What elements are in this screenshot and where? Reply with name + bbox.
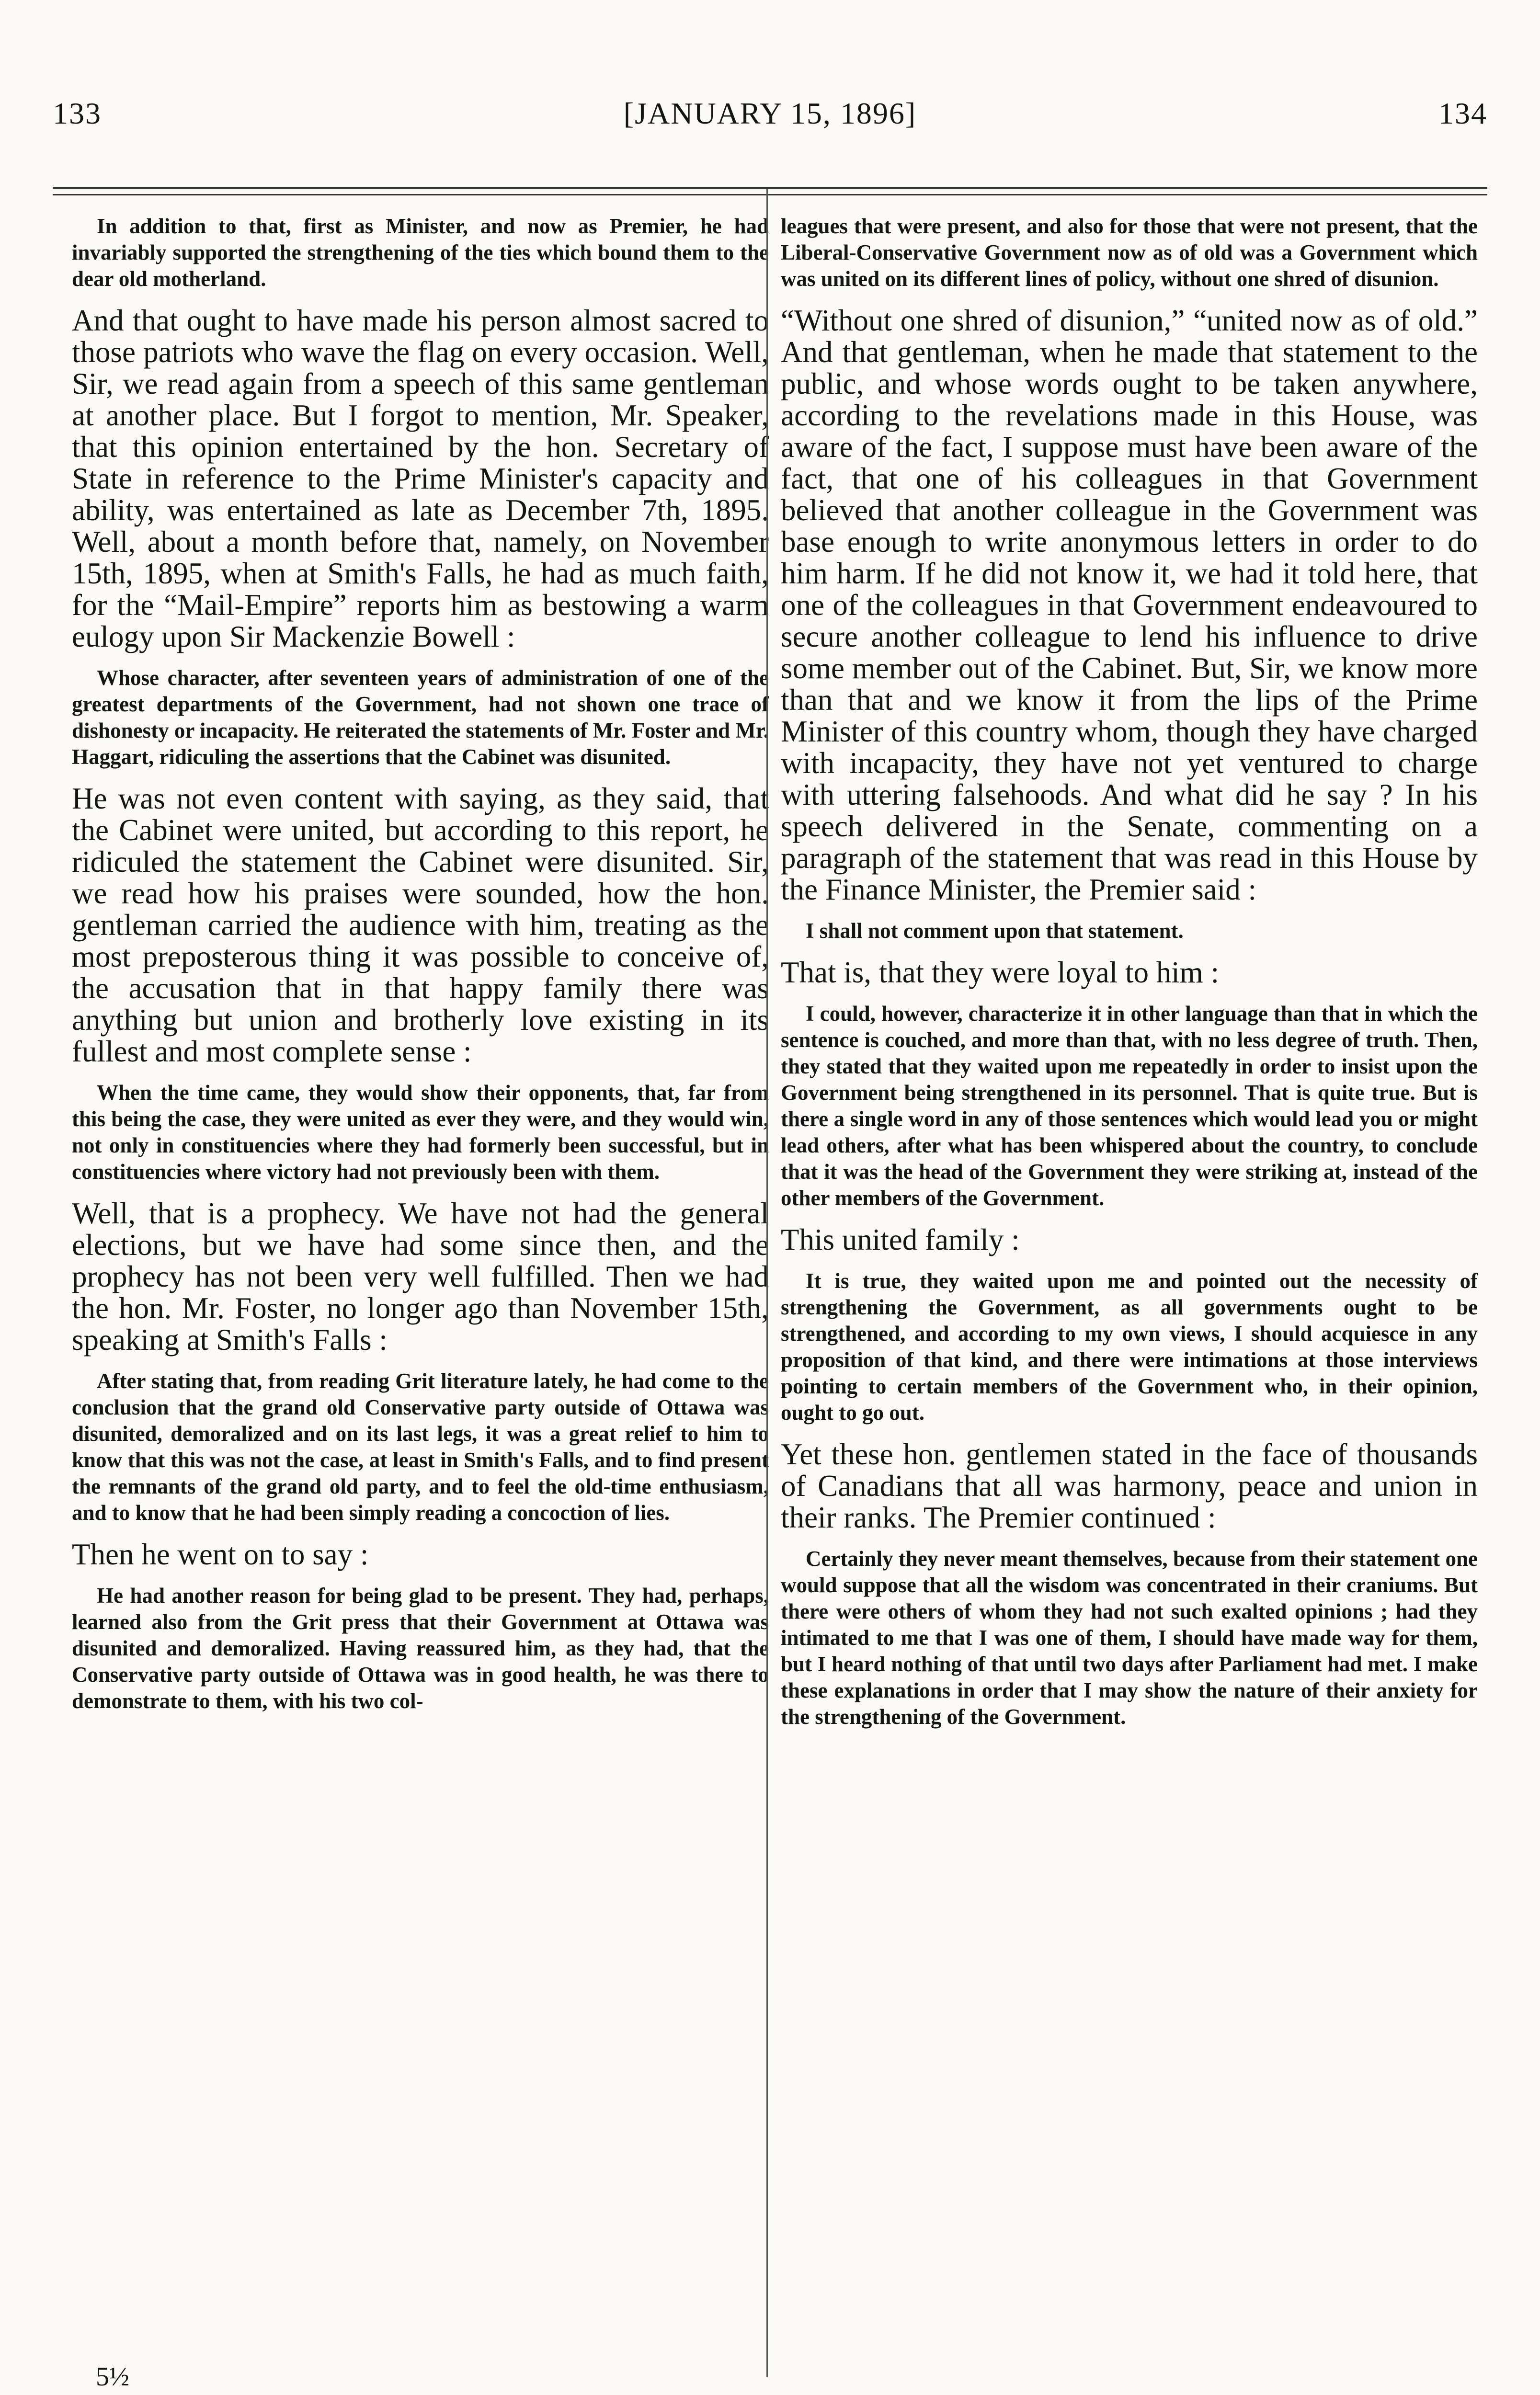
quote-paragraph: It is true, they waited upon me and pointed out the necessity of strengthening the Government, as all governments ought to be strengthened, and according to my own views, I should acquiesce in any proposition of that kind, and there were intimations at those interviews pointing to certain members of the Government who, in their opinion, ought to go out. — [781, 1269, 1478, 1425]
page-number-right: 134 — [1438, 96, 1487, 130]
speech-paragraph: “Without one shred of disunion,” “united now as of old.” And that gentleman, when he made that statement to the public, and whose words ought to be taken anywhere, according to the revelations made in this House, was aware of the fact, I suppose must have been aware of the fact, that one of his colleagues in that Government believed that another colleague in the Government was base enough to write anonymous letters in order to do him harm. If he did not know it, we had it told here, that one of the colleagues in that Government endeavoured to secure another colleague to lend his influence to drive some member out of the Cabinet. But, Sir, we know more than that and we know it from the lips of the Prime Minister of this country whom, though they have charged with incapacity, they have not yet ventured to charge with uttering falsehoods. And what did he say ? In his speech delivered in the Senate, commenting on a paragraph of the statement that was read in this House by the Finance Minister, the Premier said : — [781, 304, 1478, 906]
header-date: [JANUARY 15, 1896] — [623, 96, 917, 130]
header-rule-bottom — [53, 194, 1487, 195]
page-number-left: 133 — [53, 96, 102, 130]
right-column — [781, 213, 1478, 1743]
quote-paragraph: In addition to that, first as Minister, and now as Premier, he had invariably supported the strengthening of the ties which bound them to the dear old motherland. — [72, 214, 769, 291]
quote-paragraph: Whose character, after seventeen years of administration of one of the greatest departments of the Government, had not shown one trace of dishonesty or incapacity. He reiterated the statements of Mr. Foster and Mr. Haggart, ridiculing the assertions that the Cabinet was disunited. — [72, 666, 769, 769]
quote-paragraph: When the time came, they would show their opponents, that, far from this being the case, they were united as ever they were, and they would win, not only in constituencies where they had formerly been successful, but in constituencies where victory had not previously been with them. — [72, 1081, 769, 1184]
quote-paragraph: After stating that, from reading Grit literature lately, he had come to the conclusion that the grand old Conservative party outside of Ottawa was disunited, demoralized and on its last legs, it was a great relief to him to know that this was not the case, at least in Smith's Falls, and to find present the remnants of the grand old party, and to feel the old-time enthusiasm, and to know that he had been simply reading a concoction of lies. — [72, 1369, 769, 1525]
speech-paragraph: Yet these hon. gentlemen stated in the face of thousands of Canadians that all was harmony, peace and union in their ranks. The Premier continued : — [781, 1437, 1478, 1534]
signature-mark: 5½ — [96, 2362, 129, 2392]
quote-paragraph: I shall not comment upon that statement. — [806, 919, 1184, 943]
speech-paragraph: Then he went on to say : — [72, 1538, 369, 1571]
left-column — [72, 213, 769, 1727]
speech-paragraph: And that ought to have made his person almost sacred to those patriots who wave the flag on every occasion. Well, Sir, we read again from a speech of this same gentleman at another place. But I forgot to mention, Mr. Speaker, that this opinion entertained by the hon. Secretary of State in reference to the Prime Minister's capacity and ability, was entertained as late as December 7th, 1895. Well, about a month before that, namely, on November 15th, 1895, when at Smith's Falls, he had as much faith, for the “Mail-Empire” reports him as bestowing a warm eulogy upon Sir Mackenzie Bowell : — [72, 304, 769, 653]
speech-paragraph: He was not even content with saying, as they said, that the Cabinet were united, but according to this report, he ridiculed the statement the Cabinet were disunited. Sir, we read how his praises were sounded, how the hon. gentleman carried the audience with him, treating as the most preposterous thing it was possible to conceive of, the accusation that in that happy family there was anything but union and brotherly love existing in its fullest and most complete sense : — [72, 782, 769, 1068]
quote-paragraph: I could, however, characterize it in other language than that in which the sentence is couched, and more than that, with no less degree of truth. Then, they stated that they waited upon me repeatedly in order to insist upon the Government being strengthened in its personnel. That is quite true. But is there a single word in any of those sentences which would lead you or might lead others, after what has been whispered about the country, to conclude that it was the head of the Government they were striking at, instead of the other members of the Government. — [781, 1002, 1478, 1210]
speech-paragraph: Well, that is a prophecy. We have not had the general elections, but we have had some since then, and the prophecy has not been very well fulfilled. Then we had the hon. Mr. Foster, no longer ago than November 15th, speaking at Smith's Falls : — [72, 1197, 769, 1357]
quote-paragraph: He had another reason for being glad to be present. They had, perhaps, learned also from the Grit press that their Government at Ottawa was disunited and demoralized. Having reassured him, as they had, that the Conservative party outside of Ottawa was in good health, he was there to demonstrate to them, with his two col- — [72, 1584, 769, 1713]
quote-paragraph: Certainly they never meant themselves, because from their statement one would suppose that all the wisdom was concentrated in their craniums. But there were others of whom they had not such exalted opinions ; had they intimated to me that I was one of them, I should have made way for them, but I heard nothing of that until two days after Parliament had met. I make these explanations in order that I may show the nature of their anxiety for the strengthening of the Government. — [781, 1547, 1478, 1729]
header-rule-top — [53, 187, 1487, 189]
quote-paragraph: leagues that were present, and also for those that were not present, that the Liberal-Conservative Government now as of old was a Government which was united on its different lines of policy, without one shred of disunion. — [781, 214, 1478, 291]
page-header — [53, 96, 1487, 139]
column-divider — [766, 189, 768, 2377]
speech-paragraph: That is, that they were loyal to him : — [781, 956, 1220, 989]
speech-paragraph: This united family : — [781, 1223, 1020, 1256]
